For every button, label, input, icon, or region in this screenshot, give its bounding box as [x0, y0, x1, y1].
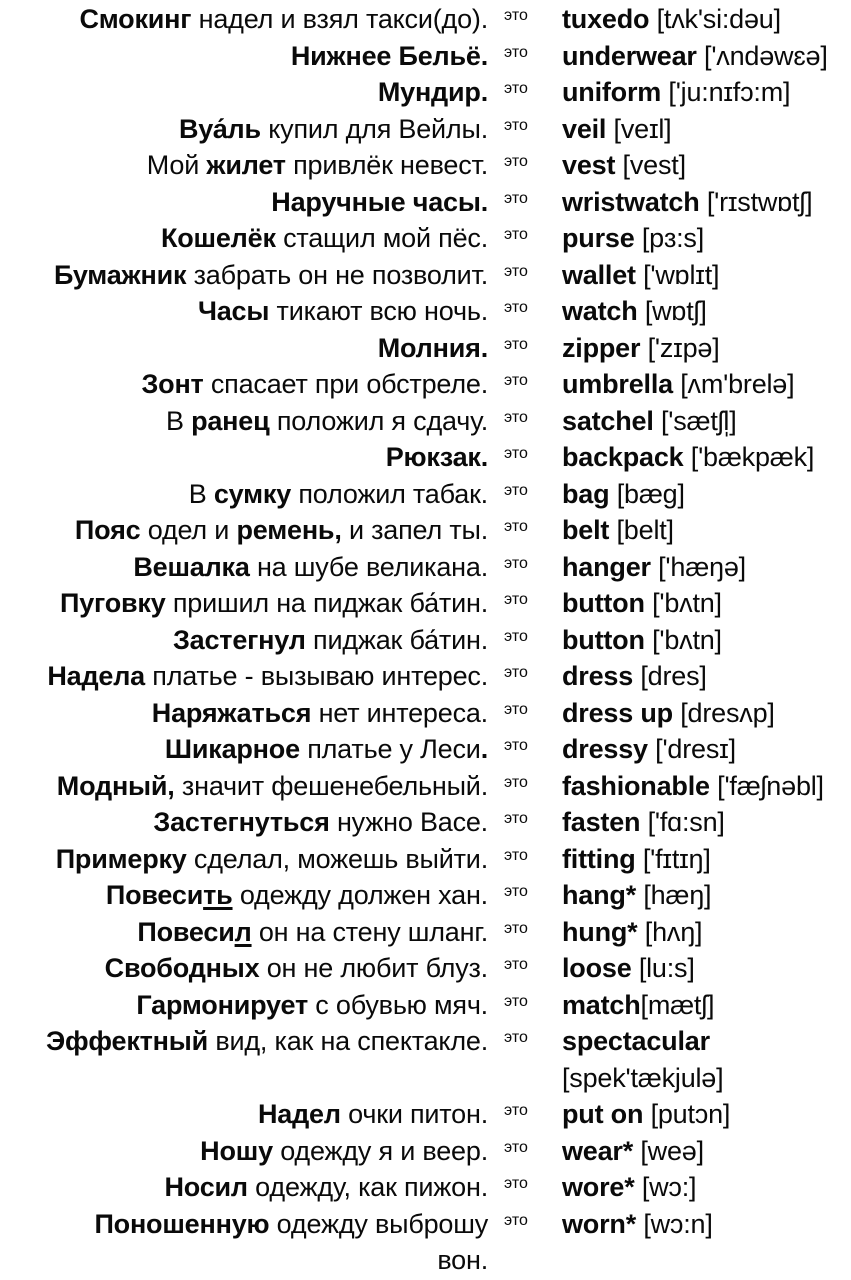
eto-label: это	[504, 773, 528, 791]
eto-label: это	[504, 664, 528, 681]
eto-label: это	[504, 153, 528, 170]
english-term	[562, 403, 851, 440]
text-segment: В	[165, 405, 192, 436]
text-segment: Часы	[197, 296, 270, 326]
text-segment: ремень,	[236, 515, 342, 545]
russian-mnemonic	[0, 1, 488, 38]
text-segment: нет интереса.	[311, 697, 488, 728]
eto-label: это	[504, 445, 528, 462]
eto-label: это	[504, 335, 528, 353]
text-segment: uniform	[562, 77, 662, 107]
vocab-row	[0, 403, 851, 440]
english-term	[562, 74, 851, 111]
text-segment: платье - вызываю интерес.	[145, 661, 488, 691]
text-segment: tuxedo	[562, 4, 650, 34]
text-segment: сделал, можешь выйти.	[186, 843, 488, 874]
text-segment: Носил	[164, 1172, 248, 1202]
text-segment: ['ʌndəwɛə]	[696, 40, 828, 71]
vocab-row	[0, 877, 851, 914]
english-term	[562, 622, 851, 659]
text-segment: Примерку	[55, 843, 187, 874]
text-segment: wore*	[562, 1172, 635, 1202]
text-segment: wallet	[562, 259, 636, 290]
text-segment: bag	[562, 478, 610, 509]
russian-mnemonic	[0, 768, 488, 805]
english-term	[562, 950, 851, 987]
eto-label: это	[504, 1175, 528, 1192]
text-segment: [ʌm'brelə]	[672, 369, 795, 399]
vocab-row	[0, 987, 851, 1024]
eto-label: это	[504, 554, 528, 572]
text-segment: Мундир.	[377, 77, 488, 107]
eto-label: это	[504, 919, 528, 937]
text-segment: Застегнуться	[153, 807, 330, 837]
text-segment: hung*	[562, 916, 638, 947]
vocab-row	[0, 804, 851, 841]
english-term	[562, 585, 851, 622]
text-segment: Надел	[257, 1099, 341, 1129]
russian-mnemonic	[0, 1133, 488, 1170]
text-segment: Повеси	[137, 916, 235, 947]
eto-label: это	[504, 116, 528, 134]
eto-label: это	[504, 1138, 528, 1156]
text-segment: [weə]	[633, 1135, 704, 1166]
english-term	[562, 220, 851, 257]
eto-label: это	[504, 408, 528, 426]
vocab-row	[0, 549, 851, 586]
text-segment: положил табак.	[291, 478, 488, 509]
russian-mnemonic	[0, 1096, 488, 1133]
text-segment: ть	[203, 880, 233, 910]
text-segment: вон.	[437, 1245, 488, 1275]
english-term	[562, 877, 851, 914]
vocab-row	[0, 439, 851, 476]
eto-label: это	[504, 591, 528, 608]
text-segment: Рюкзак.	[385, 442, 488, 472]
vocab-row	[0, 585, 851, 622]
text-segment: fashionable	[562, 770, 710, 801]
text-segment: [vest]	[615, 150, 686, 180]
text-segment: пиджак ба́тин.	[305, 624, 488, 655]
text-segment: [spek'tækjulə]	[562, 1062, 724, 1093]
text-segment: [belt]	[609, 515, 674, 545]
english-term	[562, 439, 851, 476]
vocab-row	[0, 184, 851, 221]
russian-mnemonic	[0, 1206, 488, 1243]
text-segment: одежду выброшу	[269, 1208, 488, 1239]
text-segment: на шубе великана.	[249, 551, 488, 582]
text-segment: ['fɑ:sn]	[640, 807, 725, 837]
russian-mnemonic	[0, 658, 488, 695]
text-segment: забрать он не позволит.	[186, 259, 488, 290]
text-segment: тикают всю ночь.	[269, 296, 488, 326]
text-segment: с обувью мяч.	[307, 989, 488, 1020]
text-segment: ['dresɪ]	[647, 734, 736, 764]
russian-mnemonic	[0, 111, 488, 148]
text-segment: ['sætʃl̩]	[653, 405, 737, 436]
text-segment: ['fæʃnəbl]	[709, 770, 824, 801]
text-segment: Ношу	[200, 1135, 273, 1166]
english-term	[562, 1206, 851, 1243]
eto-label: это	[504, 481, 528, 499]
vocab-row	[0, 220, 851, 257]
text-segment: положил я сдачу.	[269, 405, 488, 436]
english-term	[562, 1096, 851, 1133]
vocab-row	[0, 695, 851, 732]
text-segment: он на стену шланг.	[251, 916, 488, 947]
text-segment: loose	[562, 953, 632, 983]
text-segment: одежду, как пижон.	[247, 1172, 488, 1202]
text-segment: Шикарное	[164, 734, 300, 764]
text-segment: ['rɪstwɒtʃ]	[699, 186, 813, 217]
text-segment: [dres]	[633, 661, 707, 691]
eto-label: это	[504, 992, 528, 1010]
english-term	[562, 38, 851, 75]
english-term	[562, 111, 851, 148]
vocab-row	[0, 1060, 851, 1097]
english-term	[562, 804, 851, 841]
eto-label: это	[504, 1211, 528, 1229]
english-term	[562, 1060, 851, 1097]
text-segment: Пояс	[74, 515, 141, 545]
russian-mnemonic	[0, 147, 488, 184]
text-segment: [bæg]	[609, 478, 685, 509]
text-segment: Наряжаться	[151, 697, 312, 728]
english-term	[562, 841, 851, 878]
vocab-row	[0, 914, 851, 951]
english-term	[562, 476, 851, 513]
text-segment: Застегнул	[172, 624, 306, 655]
eto-label: это	[504, 43, 528, 61]
text-segment: vest	[562, 150, 616, 180]
vocab-row	[0, 1133, 851, 1170]
english-term	[562, 1023, 851, 1060]
russian-mnemonic	[0, 950, 488, 987]
russian-mnemonic	[0, 549, 488, 586]
text-segment: purse	[562, 223, 635, 253]
text-segment: fitting	[562, 843, 636, 874]
text-segment: Бумажник	[54, 259, 187, 290]
english-term	[562, 987, 851, 1024]
russian-mnemonic	[0, 38, 488, 75]
russian-mnemonic	[0, 184, 488, 221]
text-segment: [wɔ:]	[634, 1172, 697, 1202]
text-segment: [wɒtʃ]	[637, 296, 707, 326]
text-segment: button	[562, 624, 645, 655]
russian-mnemonic	[0, 1023, 488, 1060]
text-segment: сумку	[213, 478, 292, 509]
russian-mnemonic	[0, 257, 488, 294]
vocab-row	[0, 476, 851, 513]
eto-label: это	[504, 1102, 528, 1119]
text-segment: .	[480, 734, 488, 764]
english-term	[562, 147, 851, 184]
text-segment: Эффектный	[46, 1026, 209, 1056]
text-segment: ['bækpæk]	[683, 442, 815, 472]
text-segment: satchel	[562, 405, 654, 436]
eto-label: это	[504, 810, 528, 827]
text-segment: button	[562, 588, 645, 618]
text-segment: спасает при обстреле.	[203, 369, 488, 399]
vocab-row	[0, 1169, 851, 1206]
text-segment: Мой	[146, 150, 207, 180]
vocab-row	[0, 1023, 851, 1060]
text-segment: одел и	[140, 515, 237, 545]
eto-label: это	[504, 80, 528, 97]
text-segment: Зонт	[141, 369, 204, 399]
russian-mnemonic	[0, 403, 488, 440]
russian-mnemonic	[0, 74, 488, 111]
vocab-row	[0, 950, 851, 987]
text-segment: [tʌk'si:dəu]	[649, 4, 781, 34]
text-segment: ранец	[191, 405, 270, 436]
eto-label: это	[504, 1029, 528, 1046]
eto-label: это	[504, 226, 528, 243]
russian-mnemonic	[0, 439, 488, 476]
russian-mnemonic	[0, 1242, 488, 1279]
text-segment: Наручные часы.	[271, 186, 488, 217]
text-segment: очки питон.	[340, 1099, 488, 1129]
text-segment: fasten	[562, 807, 641, 837]
text-segment: ['fɪtɪŋ]	[635, 843, 711, 874]
text-segment: вид, как на спектакле.	[208, 1026, 488, 1056]
text-segment: [putɔn]	[643, 1099, 731, 1129]
text-segment: ['bʌtn]	[644, 624, 722, 655]
russian-mnemonic	[0, 804, 488, 841]
vocab-row	[0, 257, 851, 294]
text-segment: Вешалка	[133, 551, 250, 582]
vocab-row	[0, 731, 851, 768]
english-term	[562, 731, 851, 768]
text-segment: надел и взял такси(до).	[191, 4, 488, 34]
russian-mnemonic	[0, 987, 488, 1024]
english-term	[562, 512, 851, 549]
text-segment: и запел ты.	[341, 515, 488, 545]
russian-mnemonic	[0, 293, 488, 330]
english-term	[562, 1, 851, 38]
text-segment: Нижнее Бельё.	[290, 40, 488, 71]
text-segment: watch	[562, 296, 638, 326]
vocab-row	[0, 147, 851, 184]
english-term	[562, 1242, 851, 1279]
text-segment: [dresʌp]	[672, 697, 775, 728]
text-segment: match	[562, 989, 641, 1020]
text-segment: dressy	[562, 734, 648, 764]
text-segment: купил для Вейлы.	[260, 113, 488, 144]
eto-label	[488, 1060, 562, 1097]
text-segment: dress up	[562, 697, 673, 728]
eto-label: это	[504, 299, 528, 316]
text-segment: [lu:s]	[631, 953, 695, 983]
text-segment: он не любит блуз.	[259, 953, 488, 983]
russian-mnemonic	[0, 476, 488, 513]
text-segment: л	[234, 916, 252, 947]
english-term	[562, 330, 851, 367]
english-term	[562, 257, 851, 294]
text-segment: [wɔ:n]	[636, 1208, 713, 1239]
vocab-row	[0, 38, 851, 75]
vocab-row	[0, 366, 851, 403]
text-segment: Пуговку	[60, 588, 166, 618]
text-segment: worn*	[562, 1208, 637, 1239]
vocab-row	[0, 622, 851, 659]
english-term	[562, 658, 851, 695]
russian-mnemonic	[0, 877, 488, 914]
text-segment: нужно Васе.	[329, 807, 488, 837]
text-segment: ['wɒlɪt]	[635, 259, 720, 290]
text-segment: wristwatch	[562, 186, 700, 217]
vocab-row	[0, 293, 851, 330]
eto-label: это	[504, 189, 528, 207]
text-segment: [mætʃ]	[640, 989, 715, 1020]
english-term	[562, 768, 851, 805]
text-segment: одежду должен хан.	[232, 880, 488, 910]
eto-label: это	[504, 7, 528, 24]
english-term	[562, 184, 851, 221]
text-segment: Смокинг	[79, 4, 192, 34]
eto-label: это	[504, 518, 528, 535]
text-segment: платье у Леси	[299, 734, 481, 764]
russian-mnemonic	[0, 622, 488, 659]
russian-mnemonic	[0, 731, 488, 768]
text-segment: ['bʌtn]	[644, 588, 722, 618]
russian-mnemonic	[0, 220, 488, 257]
text-segment: put on	[562, 1099, 644, 1129]
text-segment: одежду я и веер.	[272, 1135, 488, 1166]
text-segment: hanger	[562, 551, 651, 582]
english-term	[562, 549, 851, 586]
text-segment: значит фешенебельный.	[174, 770, 488, 801]
eto-label: это	[504, 262, 528, 280]
vocab-row	[0, 658, 851, 695]
vocab-row	[0, 768, 851, 805]
english-term	[562, 695, 851, 732]
text-segment: [hæŋ]	[636, 880, 712, 910]
eto-label: это	[504, 737, 528, 754]
text-segment: Свободных	[104, 953, 260, 983]
russian-mnemonic	[0, 841, 488, 878]
english-term	[562, 366, 851, 403]
vocab-list	[0, 1, 851, 1279]
russian-mnemonic	[0, 366, 488, 403]
eto-label: это	[504, 956, 528, 973]
vocab-row	[0, 1206, 851, 1243]
vocab-row	[0, 841, 851, 878]
text-segment: В	[188, 478, 214, 509]
text-segment: veil	[562, 113, 607, 144]
english-term	[562, 293, 851, 330]
text-segment: Повеси	[105, 880, 204, 910]
text-segment: underwear	[562, 40, 697, 71]
text-segment: ['hæŋə]	[650, 551, 746, 582]
eto-label: это	[504, 700, 528, 718]
eto-label: это	[504, 883, 528, 900]
text-segment: zipper	[562, 332, 641, 363]
text-segment: стащил мой пёс.	[275, 223, 488, 253]
text-segment: Модный,	[56, 770, 175, 801]
eto-label: это	[504, 372, 528, 389]
text-segment: ['ju:nɪfɔ:m]	[661, 77, 791, 107]
text-segment: Гармонирует	[136, 989, 308, 1020]
text-segment: [pɜ:s]	[634, 223, 705, 253]
text-segment: жилет	[206, 150, 286, 180]
russian-mnemonic	[0, 1169, 488, 1206]
vocab-row	[0, 1, 851, 38]
english-term	[562, 1169, 851, 1206]
text-segment: Надела	[47, 661, 145, 691]
eto-label: это	[504, 846, 528, 864]
eto-label: это	[504, 627, 528, 645]
russian-mnemonic	[0, 330, 488, 367]
text-segment: spectacular	[562, 1026, 710, 1056]
vocab-row	[0, 1242, 851, 1279]
text-segment: [hʌŋ]	[637, 916, 703, 947]
text-segment: wear*	[562, 1135, 634, 1166]
text-segment: Молния.	[377, 332, 488, 363]
text-segment: Вуа́ль	[178, 113, 261, 144]
vocab-row	[0, 74, 851, 111]
english-term	[562, 1133, 851, 1170]
text-segment: привлёк невест.	[285, 150, 488, 180]
vocab-row	[0, 330, 851, 367]
text-segment: [veɪl]	[606, 113, 672, 144]
text-segment: ['zɪpə]	[640, 332, 720, 363]
text-segment: backpack	[562, 442, 684, 472]
text-segment: hang*	[562, 880, 637, 910]
russian-mnemonic	[0, 695, 488, 732]
english-term	[562, 914, 851, 951]
russian-mnemonic	[0, 585, 488, 622]
vocab-row	[0, 1096, 851, 1133]
russian-mnemonic	[0, 914, 488, 951]
text-segment: umbrella	[562, 369, 673, 399]
russian-mnemonic	[0, 512, 488, 549]
text-segment: пришил на пиджак ба́тин.	[165, 588, 488, 618]
eto-label	[488, 1242, 562, 1279]
text-segment: belt	[562, 515, 610, 545]
text-segment: Поношенную	[94, 1208, 270, 1239]
vocab-row	[0, 512, 851, 549]
text-segment: dress	[562, 661, 634, 691]
vocab-row	[0, 111, 851, 148]
russian-mnemonic	[0, 1060, 488, 1097]
text-segment: Кошелёк	[160, 223, 276, 253]
